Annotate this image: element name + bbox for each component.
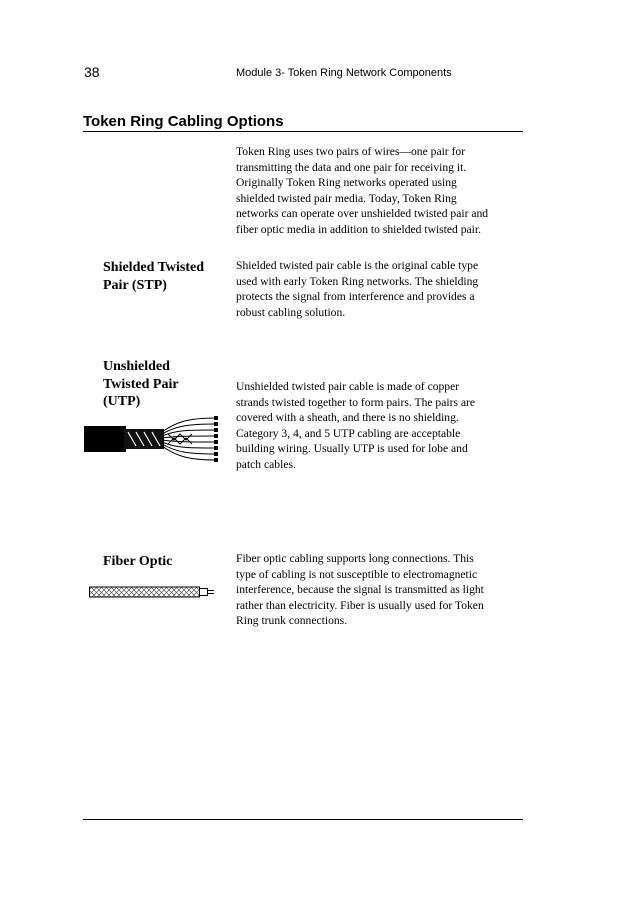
stp-heading [103, 259, 204, 294]
footer-rule [83, 819, 523, 820]
text-line: interference, because the signal is transmitted as light [236, 583, 484, 597]
page-number: 38 [84, 64, 100, 80]
fiber-paragraph [236, 551, 526, 629]
fiber-heading [103, 553, 172, 571]
section-title: Token Ring Cabling Options [83, 113, 284, 130]
section-title-rule [83, 131, 523, 132]
text-line: shielded twisted pair media. Today, Token Ring [236, 191, 457, 205]
text-line: strands twisted together to form pairs. The pairs are [236, 395, 476, 409]
heading-line: Pair (STP) [103, 277, 167, 293]
stp-paragraph [236, 258, 526, 320]
running-header-title: Module 3- Token Ring Network Components [236, 67, 452, 79]
text-line: Ring trunk connections. [236, 614, 348, 628]
utp-cable-illustration [84, 416, 224, 466]
text-line: Originally Token Ring networks operated using [236, 176, 457, 190]
text-line: patch cables. [236, 457, 296, 471]
heading-line: (UTP) [103, 394, 141, 409]
text-line: type of cabling is not susceptible to electromagnetic [236, 567, 478, 581]
heading-line: Shielded Twisted [103, 260, 205, 275]
fiber-cable-illustration [89, 585, 215, 599]
intro-paragraph [236, 144, 526, 238]
text-line: Category 3, 4, and 5 UTP cabling are acceptable [236, 426, 461, 440]
text-line: rather than electricity. Fiber is usually used for Token [236, 598, 484, 612]
text-line: Token Ring uses two pairs of wires—one pair for [236, 145, 466, 158]
text-line: covered with a sheath, and there is no shielding. [236, 411, 459, 425]
text-line: Unshielded twisted pair cable is made of copper [236, 380, 460, 393]
text-line: protects the signal from interference and provides a [236, 290, 475, 304]
text-line: robust cabling solution. [236, 305, 346, 319]
text-line: Shielded twisted pair cable is the original cable type [236, 259, 479, 272]
text-line: fiber optic media in addition to shielded twisted pair. [236, 222, 482, 236]
text-line: transmitting the data and one pair for receiving it. [236, 160, 467, 174]
text-line: building wiring. Usually UTP is used for lobe and [236, 442, 468, 456]
utp-paragraph [236, 379, 526, 473]
heading-line: Fiber Optic [103, 554, 173, 569]
text-line: Fiber optic cabling supports long connections. This [236, 552, 474, 565]
text-line: used with early Token Ring networks. The shielding [236, 274, 479, 288]
utp-heading [103, 358, 179, 411]
heading-line: Twisted Pair [103, 376, 179, 392]
heading-line: Unshielded [103, 359, 170, 374]
text-line: networks can operate over unshielded twisted pair and [236, 207, 489, 221]
